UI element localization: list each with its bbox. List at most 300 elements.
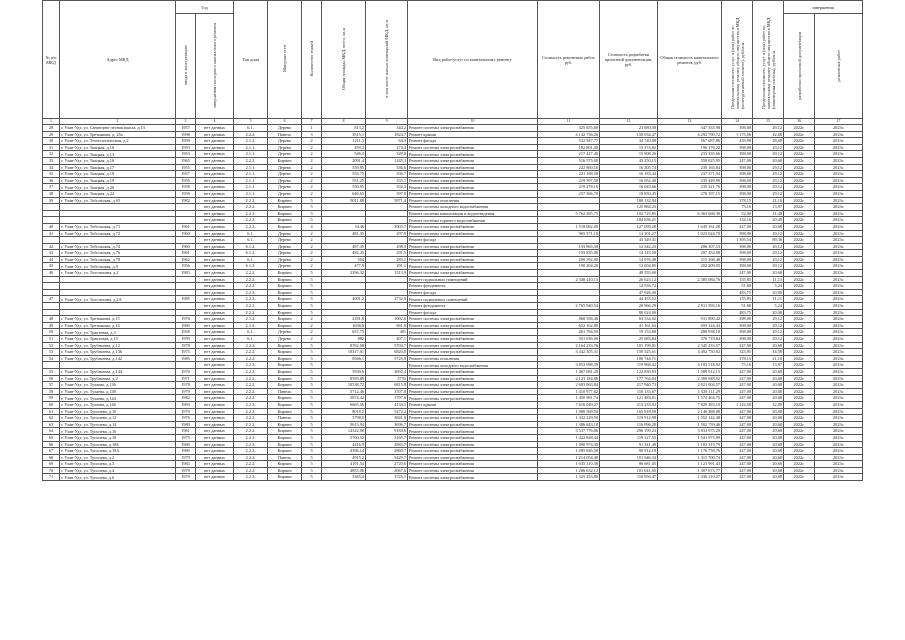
wall-material-cell: Кирпич	[268, 441, 302, 448]
limit-engineering-cell: 29,12	[753, 144, 784, 151]
design-year-cell: 2022г.	[784, 250, 815, 257]
floors-cell: 2	[302, 157, 322, 164]
design-cost-cell: 13 374,82	[600, 144, 658, 151]
address-cell: г. Улан-Удэ, ул. Туполева, д.12	[60, 415, 176, 422]
work-type-cell: Ремонт системы отопления	[408, 355, 538, 362]
repair-year-cell: 2023г.	[815, 171, 863, 178]
wall-material-cell: Кирпич	[268, 316, 302, 323]
year-built-cell: 1959	[176, 138, 196, 145]
design-year-cell: 2022г.	[784, 401, 815, 408]
house-type-cell: 6.1.	[234, 336, 268, 343]
address-cell	[60, 362, 176, 369]
limit-structural-cell: 1 175,56	[722, 131, 753, 138]
address-cell: г. Улан-Удэ, ул. Тобольская, д.74	[60, 243, 176, 250]
limit-engineering-cell: 20,68	[753, 368, 784, 375]
work-type-cell: Ремонт системы канализации и водоотведения	[408, 210, 538, 217]
mkd-number-cell	[43, 309, 60, 316]
repair-cost-cell: 5 762 285,75	[538, 210, 600, 217]
limit-structural-cell: 398,00	[722, 263, 753, 270]
house-type-cell: 2.2.2.	[234, 454, 268, 461]
repair-year-cell: 2023г.	[815, 283, 863, 290]
mkd-number-cell: 36	[43, 177, 60, 184]
limit-structural-cell: 483,75	[722, 289, 753, 296]
work-type-cell: Ремонт системы электроснабжения	[408, 428, 538, 435]
limit-engineering-cell: 42,68	[753, 131, 784, 138]
repair-year-cell: 2023г.	[815, 144, 863, 151]
repair-cost-cell: 2 603 063,84	[538, 382, 600, 389]
address-cell: г. Улан-Удэ, ул. Трубачеева, д.144	[60, 368, 176, 375]
mkd-number-cell: 60	[43, 401, 60, 408]
mkd-number-cell: 38	[43, 190, 60, 197]
year-last-repair-cell: нет данных	[196, 204, 234, 211]
table-row	[43, 263, 863, 270]
limit-structural-cell: 75,16	[722, 204, 753, 211]
floors-cell: 2	[302, 263, 322, 270]
year-last-repair-cell: нет данных	[196, 342, 234, 349]
design-year-cell: 2022г.	[784, 197, 815, 204]
capital-repair-table	[42, 0, 863, 481]
design-cost-cell: 180 132,94	[600, 197, 658, 204]
column-number-cell: 5	[234, 119, 268, 125]
design-year-cell: 2022г.	[784, 296, 815, 303]
mkd-number-cell	[43, 303, 60, 310]
year-built-cell: 1983	[176, 401, 196, 408]
wall-material-cell: Кирпич	[268, 210, 302, 217]
floors-cell: 2	[302, 329, 322, 336]
house-type-cell: 2.2.2.	[234, 382, 268, 389]
house-type-cell: 2.2.2.	[234, 368, 268, 375]
living-area-cell: 6820,8	[366, 349, 408, 356]
floors-cell: 5	[302, 441, 322, 448]
house-type-cell: 2.2.2.	[234, 415, 268, 422]
address-cell: г. Улан-Удэ, ул. Ткацкая, д.16	[60, 157, 176, 164]
design-cost-cell: 184 636,21	[600, 217, 658, 224]
total-cost-cell: 202 209,05	[658, 263, 722, 270]
house-type-cell: 2.2.2.	[234, 296, 268, 303]
repair-cost-cell: 1 518 062,00	[538, 223, 600, 230]
total-area-cell	[322, 362, 366, 369]
repair-year-cell: 2023г.	[815, 467, 863, 474]
work-type-cell: Ремонт системы электроснабжения	[408, 395, 538, 402]
work-type-cell: Ремонт подвальных помещений	[408, 296, 538, 303]
limit-engineering-cell: 29,12	[753, 250, 784, 257]
design-cost-cell: 177 764,04	[600, 375, 658, 382]
total-area-cell: 482,25	[322, 250, 366, 257]
work-type-cell: Ремонт системы электроснабжения	[408, 151, 538, 158]
limit-structural-cell: 75,16	[722, 362, 753, 369]
address-cell	[60, 276, 176, 283]
wall-material-cell: Кирпич	[268, 349, 302, 356]
wall-material-cell: Кирпич	[268, 428, 302, 435]
repair-year-cell: 2023г.	[815, 461, 863, 468]
limit-structural-cell: 398,00	[722, 316, 753, 323]
limit-engineering-cell: 20,68	[753, 270, 784, 277]
address-cell: г. Улан-Удэ, ул. Туполева, д.2	[60, 454, 176, 461]
year-built-cell	[176, 237, 196, 244]
year-built-cell: 1998	[176, 131, 196, 138]
design-year-cell: 2022г.	[784, 243, 815, 250]
design-year-cell: 2022г.	[784, 144, 815, 151]
house-type-cell: 2.2.2.	[234, 448, 268, 455]
total-cost-cell: 4 183 518,92	[658, 362, 722, 369]
year-built-cell: 1955	[176, 177, 196, 184]
repair-cost-cell: 1 422 848,44	[538, 434, 600, 441]
year-last-repair-cell: нет данных	[196, 125, 234, 132]
house-type-cell: 6.1.	[234, 230, 268, 237]
repair-year-cell: 2023г.	[815, 289, 863, 296]
design-year-cell: 2022г.	[784, 375, 815, 382]
repair-cost-cell: 1 090 974,30	[538, 441, 600, 448]
repair-cost-cell	[538, 355, 600, 362]
repair-year-cell: 2023г.	[815, 217, 863, 224]
floors-cell: 2	[302, 230, 322, 237]
floors-cell: 3	[302, 131, 322, 138]
wall-material-cell: Кирпич	[268, 223, 302, 230]
design-cost-cell: 19 153,68	[600, 329, 658, 336]
total-cost-cell: 1 645 161,28	[658, 223, 722, 230]
living-area-cell: 407,1	[366, 336, 408, 343]
work-type-cell: Ремонт фасада	[408, 237, 538, 244]
mkd-number-cell: 47	[43, 296, 60, 303]
design-year-cell: 2022г.	[784, 349, 815, 356]
repair-cost-cell	[538, 283, 600, 290]
total-cost-cell: 1 502 739,46	[658, 421, 722, 428]
design-year-cell: 2022г.	[784, 309, 815, 316]
year-built-cell	[176, 362, 196, 369]
house-type-cell: 2.1.2.	[234, 316, 268, 323]
floors-cell: 5	[302, 349, 322, 356]
table-row	[43, 474, 863, 481]
repair-year-cell: 2023г.	[815, 368, 863, 375]
year-built-cell: 1970	[176, 368, 196, 375]
table-row	[43, 131, 863, 138]
table-row	[43, 270, 863, 277]
address-cell: г. Улан-Удэ, ул. Трубачеева, д.136	[60, 349, 176, 356]
total-cost-cell: 2 385 084,76	[658, 276, 722, 283]
repair-year-cell: 2023г.	[815, 395, 863, 402]
repair-year-cell: 2023г.	[815, 131, 863, 138]
mkd-number-cell: 44	[43, 256, 60, 263]
house-type-cell: 2.2.2.	[234, 474, 268, 481]
repair-year-cell: 2023г.	[815, 408, 863, 415]
total-cost-cell: 280 938,18	[658, 329, 722, 336]
wall-material-cell: Кирпич	[268, 204, 302, 211]
repair-cost-cell: 532 947,77	[538, 138, 600, 145]
total-cost-cell: 1 121 991,43	[658, 461, 722, 468]
limit-engineering-cell: 32,00	[753, 401, 784, 408]
limit-engineering-cell: 20,68	[753, 157, 784, 164]
header-col9	[366, 1, 408, 119]
header-col10: Вид работ/услуг по капитальному ремонту	[408, 1, 538, 119]
work-type-cell: Ремонт системы электроснабжения	[408, 421, 538, 428]
work-type-cell: Ремонт системы электроснабжения	[408, 368, 538, 375]
floors-cell: 2	[302, 144, 322, 151]
design-year-cell: 2022г.	[784, 415, 815, 422]
year-last-repair-cell: нет данных	[196, 283, 234, 290]
year-built-cell: 1961	[176, 428, 196, 435]
year-built-cell: 1959	[176, 336, 196, 343]
total-cost-cell: 559 825,95	[658, 157, 722, 164]
house-type-cell: 2.2.2.	[234, 283, 268, 290]
house-type-cell: 6.1.2.	[234, 263, 268, 270]
repair-cost-cell: 1 214 054,40	[538, 454, 600, 461]
table-row	[43, 125, 863, 132]
repair-year-cell: 2023г.	[815, 230, 863, 237]
year-last-repair-cell: нет данных	[196, 138, 234, 145]
work-type-cell: Ремонт системы электроснабжения	[408, 125, 538, 132]
design-year-cell: 2022г.	[784, 230, 815, 237]
year-last-repair-cell: нет данных	[196, 448, 234, 455]
floors-cell: 5	[302, 342, 322, 349]
limit-engineering-cell: 14,59	[753, 349, 784, 356]
total-area-cell: 546,3	[322, 151, 366, 158]
work-type-cell: Ремонт системы электроснабжения	[408, 256, 538, 263]
address-cell: г. Улан-Удэ, ул. Ткацкая, д.10	[60, 144, 176, 151]
work-type-cell: Ремонт системы электроснабжения	[408, 329, 538, 336]
repair-year-cell: 2023г.	[815, 276, 863, 283]
limit-structural-cell: 378,15	[722, 197, 753, 204]
table-row	[43, 309, 863, 316]
year-last-repair-cell: нет данных	[196, 164, 234, 171]
table-row	[43, 408, 863, 415]
year-last-repair-cell: нет данных	[196, 303, 234, 310]
wall-material-cell: Кирпич	[268, 408, 302, 415]
living-area-cell: 1002,6	[366, 316, 408, 323]
year-last-repair-cell: нет данных	[196, 289, 234, 296]
table-row	[43, 428, 863, 435]
work-type-cell: Ремонт системы электроснабжения	[408, 164, 538, 171]
floors-cell: 2	[302, 316, 322, 323]
design-cost-cell: 14 143,58	[600, 250, 658, 257]
header-col6-text: Материал стен	[282, 45, 288, 73]
total-cost-cell: 1 315 700,74	[658, 454, 722, 461]
total-area-cell: 4001,2	[322, 296, 366, 303]
year-built-cell: 1962	[176, 256, 196, 263]
floors-cell: 2	[302, 138, 322, 145]
design-cost-cell: 12 536,72	[600, 283, 658, 290]
column-number-cell: 4	[196, 119, 234, 125]
limit-engineering-cell: 20,68	[753, 461, 784, 468]
repair-year-cell: 2023г.	[815, 322, 863, 329]
address-cell	[60, 204, 176, 211]
living-area-cell: 3165,7	[366, 434, 408, 441]
living-area-cell: 274,4	[366, 144, 408, 151]
address-cell: г. Улан-Удэ, ул. Трубачеева, д.142	[60, 355, 176, 362]
wall-material-cell: Кирпич	[268, 276, 302, 283]
year-built-cell: 1980	[176, 441, 196, 448]
address-cell: г. Улан-Удэ, ул. Тобольская, д.71	[60, 223, 176, 230]
mkd-number-cell: 42	[43, 243, 60, 250]
total-area-cell: 1638,6	[322, 322, 366, 329]
repair-year-cell: 2023г.	[815, 164, 863, 171]
year-last-repair-cell: нет данных	[196, 388, 234, 395]
mkd-number-cell: 31	[43, 144, 60, 151]
house-type-cell: 2.2.2.	[234, 303, 268, 310]
total-cost-cell	[658, 237, 722, 244]
wall-material-cell: Кирпич	[268, 270, 302, 277]
table-row	[43, 283, 863, 290]
address-cell: г. Улан-Удэ, ул. Тулаева, д.138	[60, 388, 176, 395]
wall-material-cell: Дерево	[268, 256, 302, 263]
total-area-cell: 5874,42	[322, 395, 366, 402]
year-built-cell: 1953	[176, 144, 196, 151]
wall-material-cell: Кирпич	[268, 197, 302, 204]
limit-engineering-cell: 5,24	[753, 303, 784, 310]
year-last-repair-cell: нет данных	[196, 309, 234, 316]
year-last-repair-cell: нет данных	[196, 441, 234, 448]
year-built-cell	[176, 309, 196, 316]
repair-year-cell: 2023г.	[815, 448, 863, 455]
limit-engineering-cell: 29,12	[753, 171, 784, 178]
design-year-cell: 2022г.	[784, 283, 815, 290]
limit-engineering-cell: 29,12	[753, 263, 784, 270]
design-cost-cell: 14 676,48	[600, 256, 658, 263]
column-number-cell: 11	[538, 119, 600, 125]
repair-cost-cell: 3 537 776,06	[538, 428, 600, 435]
design-year-cell: 2022г.	[784, 276, 815, 283]
address-cell	[60, 303, 176, 310]
address-cell: г. Улан-Удэ, ул. Туполева, д.18А	[60, 448, 176, 455]
repair-cost-cell: 4 142 756,26	[538, 131, 600, 138]
limit-engineering-cell: 20,68	[753, 415, 784, 422]
column-number-cell: 8	[322, 119, 366, 125]
table-row	[43, 157, 863, 164]
house-type-cell: 2.1.2.	[234, 138, 268, 145]
design-year-cell: 2022г.	[784, 368, 815, 375]
year-last-repair-cell: нет данных	[196, 428, 234, 435]
limit-structural-cell: 51,68	[722, 303, 753, 310]
limit-engineering-cell: 29,12	[753, 177, 784, 184]
repair-cost-cell: 193 835,00	[538, 250, 600, 257]
year-built-cell: 1961	[176, 250, 196, 257]
repair-cost-cell: 1 432 229,50	[538, 415, 600, 422]
repair-year-cell: 2023г.	[815, 263, 863, 270]
repair-year-cell: 2023г.	[815, 421, 863, 428]
repair-year-cell: 2023г.	[815, 441, 863, 448]
limit-structural-cell: 134,16	[722, 217, 753, 224]
limit-structural-cell: 247,00	[722, 382, 753, 389]
living-area-cell	[366, 289, 408, 296]
limit-engineering-cell: 20,68	[753, 375, 784, 382]
limit-structural-cell: 323,95	[722, 349, 753, 356]
address-cell: г. Улан-Удэ, ул. Трактовая, д.3	[60, 329, 176, 336]
year-last-repair-cell: нет данных	[196, 171, 234, 178]
repair-year-cell: 2023г.	[815, 204, 863, 211]
header-col9-text: в том числе жилых помещений МКД, кв.м	[384, 20, 390, 98]
design-cost-cell: 44 453,52	[600, 296, 658, 303]
design-year-cell: 2022г.	[784, 388, 815, 395]
repair-year-cell: 2023г.	[815, 270, 863, 277]
mkd-number-cell	[43, 204, 60, 211]
living-area-cell: 1245,3	[366, 157, 408, 164]
design-cost-cell: 16 043,66	[600, 184, 658, 191]
wall-material-cell: Дерево	[268, 164, 302, 171]
mkd-number-cell	[43, 210, 60, 217]
header-col7-text: Количество этажей	[309, 41, 315, 77]
total-area-cell: 657,75	[322, 329, 366, 336]
mkd-number-cell: 48	[43, 316, 60, 323]
limit-structural-cell: 155,85	[722, 296, 753, 303]
header-col15-text: Предельная стоимость услуг и (или) работ по капитальному ремонту общего имущества в МКД (инженерная система), руб/кв.м	[760, 17, 776, 109]
work-type-cell: Ремонт системы электроснабжения	[408, 434, 538, 441]
total-area-cell: 459,3	[322, 144, 366, 151]
year-last-repair-cell: нет данных	[196, 184, 234, 191]
year-last-repair-cell: нет данных	[196, 210, 234, 217]
mkd-number-cell: 41	[43, 230, 60, 237]
header-col8-text: Общая площадь МКД, всего, кв.м	[341, 27, 347, 91]
header-row-1	[43, 1, 863, 14]
limit-engineering-cell: 29,12	[753, 256, 784, 263]
table-row	[43, 342, 863, 349]
year-built-cell: 1953	[176, 151, 196, 158]
limit-engineering-cell: 11,13	[753, 276, 784, 283]
header-col16	[784, 14, 815, 119]
house-type-cell: 6.1.	[234, 329, 268, 336]
limit-structural-cell: 398,00	[722, 177, 753, 184]
total-area-cell	[322, 237, 366, 244]
house-type-cell: 2.2.2.	[234, 197, 268, 204]
limit-structural-cell: 398,00	[722, 243, 753, 250]
total-cost-cell: 376 719,84	[658, 336, 722, 343]
wall-material-cell: Панель	[268, 131, 302, 138]
year-last-repair-cell: нет данных	[196, 375, 234, 382]
limit-engineering-cell: 29,12	[753, 184, 784, 191]
mkd-number-cell: 63	[43, 421, 60, 428]
design-year-cell: 2022г.	[784, 342, 815, 349]
house-type-cell: 2.2.2.	[234, 461, 268, 468]
living-area-cell: 9184,6	[366, 428, 408, 435]
repair-year-cell: 2023г.	[815, 401, 863, 408]
design-year-cell: 2022г.	[784, 355, 815, 362]
wall-material-cell: Кирпич	[268, 303, 302, 310]
limit-engineering-cell: 20,68	[753, 388, 784, 395]
total-cost-cell: 2 300 948,92	[658, 375, 722, 382]
table-row	[43, 289, 863, 296]
design-cost-cell: 15 908,26	[600, 151, 658, 158]
total-cost-cell	[658, 309, 722, 316]
table-row	[43, 217, 863, 224]
total-area-cell: 551,25	[322, 177, 366, 184]
wall-material-cell: Панель	[268, 388, 302, 395]
year-last-repair-cell: нет данных	[196, 237, 234, 244]
repair-cost-cell: 1 467 081,20	[538, 368, 600, 375]
address-cell: г. Улан-Удэ, ул. Ткацкая, д.22	[60, 190, 176, 197]
house-type-cell: 2.2.2.	[234, 289, 268, 296]
year-last-repair-cell: нет данных	[196, 296, 234, 303]
limit-engineering-cell: 29,12	[753, 164, 784, 171]
house-type-cell: 2.2.2.	[234, 408, 268, 415]
limit-engineering-cell: 20,68	[753, 474, 784, 481]
design-cost-cell: 118 133,67	[600, 388, 658, 395]
total-cost-cell: 235 321,76	[658, 184, 722, 191]
table-row	[43, 138, 863, 145]
address-cell: г. Улан-Удэ, ул. Ткацкая, д.20	[60, 184, 176, 191]
living-area-cell: 5725,9	[366, 355, 408, 362]
year-built-cell: 1957	[176, 125, 196, 132]
work-type-cell: Ремонт системы электроснабжения	[408, 322, 538, 329]
table-row	[43, 164, 863, 171]
mkd-number-cell: 62	[43, 415, 60, 422]
total-cost-cell	[658, 217, 722, 224]
year-last-repair-cell: нет данных	[196, 461, 234, 468]
floors-cell: 2	[302, 164, 322, 171]
repair-year-cell: 2023г.	[815, 190, 863, 197]
repair-cost-cell: 219 397,50	[538, 177, 600, 184]
design-cost-cell: 43 250,15	[600, 157, 658, 164]
house-type-cell: 2.2.2.	[234, 157, 268, 164]
limit-structural-cell: 398,00	[722, 144, 753, 151]
total-area-cell: 481,35	[322, 230, 366, 237]
